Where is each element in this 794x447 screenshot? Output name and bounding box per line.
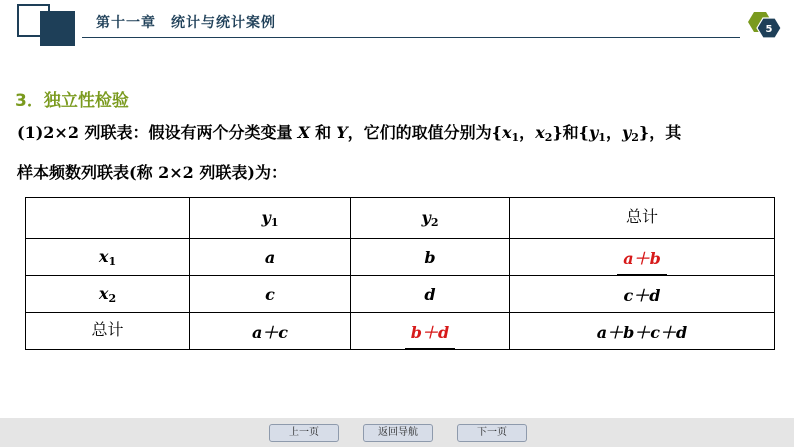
header-rule bbox=[82, 37, 740, 38]
c-plus-d-value: c＋d bbox=[623, 285, 661, 305]
p1-lead: (1)2×2 列联表：假设有两个分类变量 bbox=[17, 123, 293, 142]
header-y2 bbox=[351, 198, 510, 239]
var-y: Y bbox=[336, 123, 348, 142]
page-number-badge bbox=[744, 8, 784, 44]
cell-a bbox=[190, 239, 351, 276]
grand-total-value: a＋b＋c＋d bbox=[596, 322, 688, 342]
x1-sub: 1 bbox=[511, 131, 520, 144]
var-x: X bbox=[297, 123, 311, 142]
page-number: 5 bbox=[765, 24, 773, 35]
p2-text: 样本频数列联表(称 2×2 列联表)为： bbox=[17, 163, 287, 182]
comma-2: ， bbox=[605, 123, 622, 142]
cell-c-value: c bbox=[265, 284, 275, 304]
y1-head-sub: 1 bbox=[270, 215, 279, 229]
y2-letter: y bbox=[621, 123, 632, 142]
y2-sub: 2 bbox=[631, 131, 639, 144]
cell-b-value: b bbox=[424, 247, 436, 267]
table-row bbox=[26, 239, 775, 276]
y2-head-sub: 2 bbox=[430, 215, 439, 229]
row-x1-sub: 1 bbox=[108, 254, 117, 268]
cell-b bbox=[351, 239, 510, 276]
comma-1: ， bbox=[519, 123, 536, 142]
cell-grand-total bbox=[510, 313, 775, 350]
cell-d bbox=[351, 276, 510, 313]
y2-head-letter: y bbox=[421, 207, 431, 227]
cell-a-value: a bbox=[264, 247, 276, 267]
x1-letter: x bbox=[501, 123, 512, 142]
row-total-label bbox=[26, 313, 190, 350]
y1-letter: y bbox=[588, 123, 599, 142]
y1-sub: 1 bbox=[598, 131, 606, 144]
paragraph-line-2 bbox=[17, 162, 287, 184]
cell-col1-total bbox=[190, 313, 351, 350]
next-page-button[interactable]: 下一页 bbox=[457, 424, 527, 442]
close-and: }和{ bbox=[552, 123, 589, 142]
cell-col2-total bbox=[351, 313, 510, 350]
prev-page-button[interactable]: 上一页 bbox=[269, 424, 339, 442]
row-x2-letter: x bbox=[98, 283, 109, 303]
answer-b-plus-d: b＋d bbox=[405, 320, 455, 343]
row-total-text: 总计 bbox=[91, 320, 124, 339]
section-title: 3．独立性检验 bbox=[15, 91, 129, 111]
header-y1 bbox=[190, 198, 351, 239]
paragraph-line-1 bbox=[17, 122, 681, 149]
row-x1-letter: x bbox=[98, 246, 109, 266]
row-x2-sub: 2 bbox=[108, 291, 117, 305]
p1-mid: ，它们的取值分别为{ bbox=[347, 123, 502, 142]
chapter-title: 第十一章 统计与统计案例 bbox=[96, 15, 276, 31]
table-row bbox=[26, 276, 775, 313]
contingency-table bbox=[25, 197, 775, 350]
cell-row2-total bbox=[510, 276, 775, 313]
table-corner-cell bbox=[26, 198, 190, 239]
row-x1-label bbox=[26, 239, 190, 276]
table-header-row bbox=[26, 198, 775, 239]
cell-row1-total bbox=[510, 239, 775, 276]
header-square-filled bbox=[40, 11, 75, 46]
header-total-label: 总计 bbox=[625, 207, 658, 226]
y1-head-letter: y bbox=[261, 207, 271, 227]
cell-c bbox=[190, 276, 351, 313]
header-total bbox=[510, 198, 775, 239]
p1-tail: }，其 bbox=[638, 123, 682, 142]
a-plus-c-value: a＋c bbox=[251, 322, 289, 342]
x2-sub: 2 bbox=[544, 131, 553, 144]
p1-and: 和 bbox=[315, 123, 332, 142]
return-nav-button[interactable]: 返回导航 bbox=[363, 424, 433, 442]
table-row bbox=[26, 313, 775, 350]
answer-a-plus-b: a＋b bbox=[617, 246, 667, 269]
x2-letter: x bbox=[535, 123, 545, 142]
row-x2-label bbox=[26, 276, 190, 313]
cell-d-value: d bbox=[424, 284, 436, 304]
